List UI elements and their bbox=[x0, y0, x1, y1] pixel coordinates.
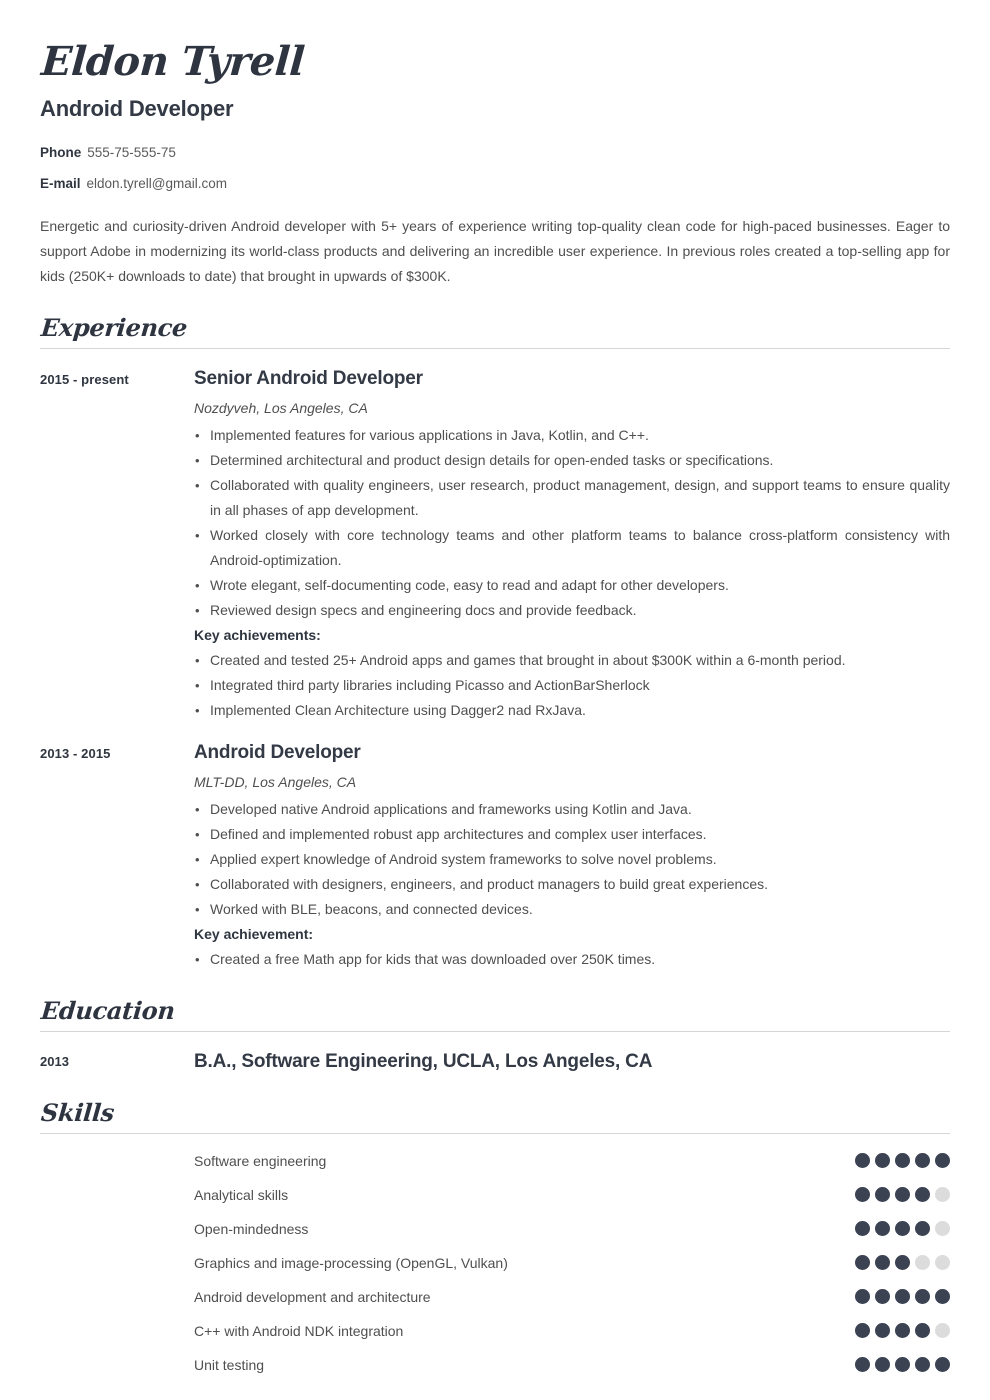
list-item: • Created and tested 25+ Android apps and games that brought in about $300K within a 6-month period. bbox=[194, 648, 950, 673]
rating-dot-filled bbox=[915, 1153, 930, 1168]
rating-dot-empty bbox=[935, 1187, 950, 1202]
rating-dot-filled bbox=[915, 1323, 930, 1338]
skill-row bbox=[40, 1246, 950, 1280]
list-item: • Created a free Math app for kids that was downloaded over 250K times. bbox=[194, 947, 950, 972]
rating-dot-filled bbox=[875, 1357, 890, 1372]
experience-entry bbox=[40, 367, 950, 723]
skill-row bbox=[40, 1348, 950, 1382]
skill-row bbox=[40, 1212, 950, 1246]
contact-phone-label: Phone bbox=[40, 145, 82, 160]
education-section-title: Education bbox=[39, 995, 177, 1025]
list-item: • Developed native Android applications and frameworks using Kotlin and Java. bbox=[194, 797, 950, 822]
rating-dot-filled bbox=[915, 1289, 930, 1304]
rating-dot-filled bbox=[855, 1221, 870, 1236]
experience-entry-achievements bbox=[194, 947, 950, 972]
rating-dot-filled bbox=[855, 1323, 870, 1338]
skill-name: C++ with Android NDK integration bbox=[194, 1322, 404, 1339]
education-entry-date: 2013 bbox=[40, 1053, 69, 1069]
experience-entry-date: 2015 - present bbox=[40, 372, 129, 388]
section-divider bbox=[40, 348, 950, 349]
rating-dot-filled bbox=[855, 1289, 870, 1304]
rating-dot-filled bbox=[855, 1357, 870, 1372]
rating-dot-filled bbox=[915, 1221, 930, 1236]
skill-rating bbox=[855, 1289, 950, 1304]
skills-section-title: Skills bbox=[39, 1097, 116, 1127]
skill-name: Graphics and image-processing (OpenGL, Vulkan) bbox=[194, 1254, 508, 1271]
key-achievements-label: Key achievements: bbox=[194, 627, 321, 644]
rating-dot-filled bbox=[855, 1187, 870, 1202]
skill-row bbox=[40, 1144, 950, 1178]
rating-dot-filled bbox=[875, 1187, 890, 1202]
skill-name: Software engineering bbox=[194, 1152, 327, 1169]
skill-rating bbox=[855, 1187, 950, 1202]
experience-entry-role: Senior Android Developer bbox=[194, 368, 423, 390]
education-entry-body bbox=[194, 1050, 950, 1074]
skill-name: Android development and architecture bbox=[194, 1288, 431, 1305]
experience-entry-bullets bbox=[194, 797, 950, 922]
list-item: • Collaborated with quality engineers, user research, product management, design, and support teams to ensure quality in all phases of app development. bbox=[194, 473, 950, 523]
list-item: • Integrated third party libraries including Picasso and ActionBarSherlock bbox=[194, 673, 950, 698]
experience-entry-date: 2013 - 2015 bbox=[40, 746, 111, 762]
contact-email bbox=[40, 175, 950, 193]
list-item: • Collaborated with designers, engineers, and product managers to build great experiences. bbox=[194, 872, 950, 897]
skill-name: Open-mindedness bbox=[194, 1220, 309, 1237]
rating-dot-filled bbox=[935, 1153, 950, 1168]
key-achievements-label: Key achievement: bbox=[194, 925, 314, 942]
contact-email-value: eldon.tyrell@gmail.com bbox=[86, 175, 228, 191]
education-section bbox=[39, 995, 950, 1074]
contact-phone-value: 555-75-555-75 bbox=[87, 145, 176, 160]
rating-dot-filled bbox=[855, 1153, 870, 1168]
rating-dot-filled bbox=[875, 1221, 890, 1236]
experience-entry-company: MLT-DD, Los Angeles, CA bbox=[194, 773, 357, 790]
rating-dot-empty bbox=[935, 1255, 950, 1270]
rating-dot-filled bbox=[935, 1289, 950, 1304]
skills-section bbox=[39, 1097, 950, 1382]
rating-dot-filled bbox=[895, 1221, 910, 1236]
list-item: • Implemented Clean Architecture using Dagger2 nad RxJava. bbox=[194, 698, 950, 723]
skill-rating bbox=[855, 1357, 950, 1372]
education-entry bbox=[40, 1050, 950, 1074]
skill-rating bbox=[855, 1323, 950, 1338]
list-item: • Applied expert knowledge of Android system frameworks to solve novel problems. bbox=[194, 847, 950, 872]
experience-entry-body bbox=[194, 741, 950, 972]
experience-entry-body bbox=[194, 367, 950, 723]
section-divider bbox=[40, 1133, 950, 1134]
section-divider bbox=[40, 1031, 950, 1032]
skill-name: Unit testing bbox=[194, 1356, 265, 1373]
candidate-name: Eldon Tyrell bbox=[39, 38, 306, 85]
skill-name: Analytical skills bbox=[194, 1186, 289, 1203]
list-item: • Worked closely with core technology teams and other platform teams to balance cross-platform consistency with Android-optimization. bbox=[194, 523, 950, 573]
experience-section-title: Experience bbox=[39, 313, 189, 343]
rating-dot-filled bbox=[935, 1357, 950, 1372]
skill-row bbox=[40, 1280, 950, 1314]
list-item: • Worked with BLE, beacons, and connected devices. bbox=[194, 897, 950, 922]
list-item: • Determined architectural and product design details for open-ended tasks or specifications. bbox=[194, 448, 950, 473]
rating-dot-filled bbox=[895, 1323, 910, 1338]
rating-dot-filled bbox=[875, 1153, 890, 1168]
list-item: • Reviewed design specs and engineering docs and provide feedback. bbox=[194, 598, 950, 623]
skills-list bbox=[40, 1144, 950, 1382]
experience-entry-bullets bbox=[194, 423, 950, 623]
skill-rating bbox=[855, 1153, 950, 1168]
professional-summary: Energetic and curiosity-driven Android developer with 5+ years of experience writing top-quality clean code for high-paced businesses. Eager to support Adobe in modernizing its world-class products and delivering an incredible user experience. In previous roles created a top-selling app for kids (250K+ downloads to date) that brought in upwards of $300K. bbox=[40, 218, 950, 285]
rating-dot-filled bbox=[875, 1255, 890, 1270]
experience-entry-role: Android Developer bbox=[194, 742, 361, 764]
rating-dot-empty bbox=[935, 1323, 950, 1338]
experience-entry-company: Nozdyveh, Los Angeles, CA bbox=[194, 399, 368, 416]
rating-dot-filled bbox=[895, 1289, 910, 1304]
list-item: • Defined and implemented robust app architectures and complex user interfaces. bbox=[194, 822, 950, 847]
skill-rating bbox=[855, 1221, 950, 1236]
rating-dot-empty bbox=[935, 1221, 950, 1236]
list-item: • Implemented features for various applications in Java, Kotlin, and C++. bbox=[194, 423, 950, 448]
skill-row bbox=[40, 1178, 950, 1212]
resume-header bbox=[40, 40, 950, 289]
rating-dot-empty bbox=[915, 1255, 930, 1270]
education-entry-degree: B.A., Software Engineering, UCLA, Los Angeles, CA bbox=[194, 1050, 653, 1072]
rating-dot-filled bbox=[855, 1255, 870, 1270]
rating-dot-filled bbox=[875, 1323, 890, 1338]
contact-email-label: E-mail bbox=[40, 175, 81, 191]
experience-entry bbox=[40, 741, 950, 972]
rating-dot-filled bbox=[895, 1187, 910, 1202]
contact-phone bbox=[40, 144, 950, 162]
rating-dot-filled bbox=[915, 1357, 930, 1372]
rating-dot-filled bbox=[895, 1255, 910, 1270]
rating-dot-filled bbox=[895, 1357, 910, 1372]
rating-dot-filled bbox=[875, 1289, 890, 1304]
skill-rating bbox=[855, 1255, 950, 1270]
experience-section bbox=[40, 315, 950, 972]
skill-row bbox=[40, 1314, 950, 1348]
rating-dot-filled bbox=[915, 1187, 930, 1202]
candidate-job-title: Android Developer bbox=[40, 96, 234, 121]
experience-entry-achievements bbox=[194, 648, 950, 723]
list-item: • Wrote elegant, self-documenting code, easy to read and adapt for other developers. bbox=[194, 573, 950, 598]
rating-dot-filled bbox=[895, 1153, 910, 1168]
